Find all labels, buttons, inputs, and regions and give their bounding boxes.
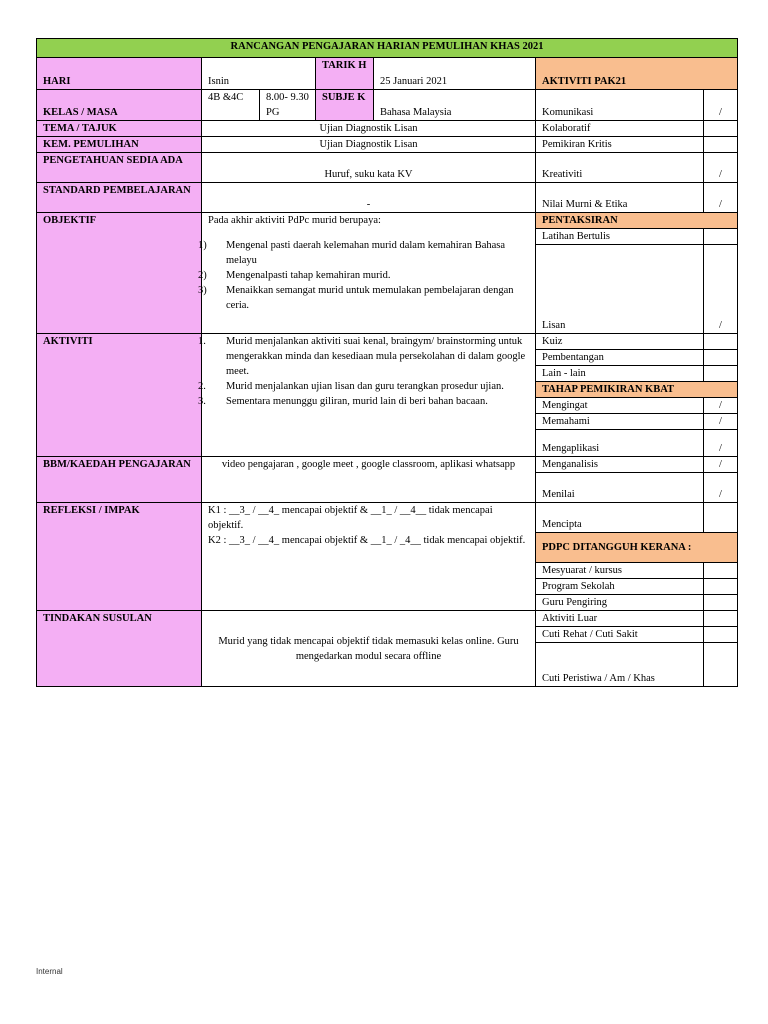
bbm-value: video pengajaran , google meet , google classroom, aplikasi whatsapp	[202, 457, 536, 503]
kbat-item-tick: /	[704, 398, 738, 414]
kelas-label: KELAS / MASA	[37, 90, 202, 121]
kem-label: KEM. PEMULIHAN	[37, 137, 202, 153]
standard-value: -	[202, 183, 536, 213]
pengetahuan-value: Huruf, suku kata KV	[202, 153, 536, 183]
kbat-item-tick: /	[704, 473, 738, 503]
pak21-item-label: Kolaboratif	[536, 121, 704, 137]
bbm-label: BBM/KAEDAH PENGAJARAN	[37, 457, 202, 503]
kem-value: Ujian Diagnostik Lisan	[202, 137, 536, 153]
list-item: 3. Sementara menunggu giliran, murid lain di beri bahan bacaan.	[198, 396, 488, 407]
objektif-intro: Pada akhir aktiviti PdPc murid berupaya:	[208, 215, 381, 226]
kbat-item-label: Mengaplikasi	[536, 430, 704, 457]
kbat-item-tick	[704, 503, 738, 533]
pdpc-item-tick	[704, 595, 738, 611]
pentaksiran-item-label: Kuiz	[536, 334, 704, 350]
kbat-item-tick: /	[704, 457, 738, 473]
kbat-item-label: Mencipta	[536, 503, 704, 533]
pak21-item-tick: /	[704, 153, 738, 183]
pentaksiran-item-tick	[704, 366, 738, 382]
objektif-label: OBJEKTIF	[37, 213, 202, 334]
tarikh-label: TARIK H	[316, 58, 374, 90]
aktiviti-label: AKTIVITI	[37, 334, 202, 457]
pdpc-item-tick	[704, 611, 738, 627]
pdpc-item-label: Program Sekolah	[536, 579, 704, 595]
pentaksiran-item-tick	[704, 350, 738, 366]
aktiviti-list	[198, 334, 529, 409]
pdpc-header: PDPC DITANGGUH KERANA :	[536, 533, 738, 563]
kbat-item-label: Mengingat	[536, 398, 704, 414]
pdpc-item-tick	[704, 579, 738, 595]
tarikh-value: 25 Januari 2021	[374, 58, 536, 90]
tindakan-value: Murid yang tidak mencapai objektif tidak memasuki kelas online. Guru mengedarkan modul secara offline	[202, 611, 536, 687]
refleksi-label: REFLEKSI / IMPAK	[37, 503, 202, 611]
pak21-item-label: Kreativiti	[536, 153, 704, 183]
refleksi-content	[202, 503, 536, 611]
standard-label: STANDARD PEMBELAJARAN	[37, 183, 202, 213]
pdpc-item-label: Mesyuarat / kursus	[536, 563, 704, 579]
subjek-value: Bahasa Malaysia	[374, 90, 536, 121]
pentaksiran-item-label: Pembentangan	[536, 350, 704, 366]
list-item: 2) Mengenalpasti tahap kemahiran murid.	[198, 270, 391, 281]
kelas-value: 4B &4C	[202, 90, 260, 121]
tema-label: TEMA / TAJUK	[37, 121, 202, 137]
pak21-item-label: Pemikiran Kritis	[536, 137, 704, 153]
masa-value: 8.00- 9.30 PG	[260, 90, 316, 121]
pdpc-item-label: Guru Pengiring	[536, 595, 704, 611]
pak21-item-label: Komunikasi	[536, 90, 704, 121]
pdpc-item-label: Aktiviti Luar	[536, 611, 704, 627]
hari-label: HARI	[37, 58, 202, 90]
kbat-item-tick: /	[704, 430, 738, 457]
refleksi-k1: K1 : __3_ / __4_ mencapai objektif & __1_ / __4__ tidak mencapai objektif.	[208, 505, 493, 531]
aktiviti-content	[198, 334, 536, 457]
pak21-item-tick: /	[704, 90, 738, 121]
kbat-item-label: Menganalisis	[536, 457, 704, 473]
tindakan-label: TINDAKAN SUSULAN	[37, 611, 202, 687]
list-item: 1) Mengenal pasti daerah kelemahan murid dalam kemahiran Bahasa melayu	[198, 240, 506, 266]
list-item: 2. Murid menjalankan ujian lisan dan guru terangkan prosedur ujian.	[198, 381, 504, 392]
footer-classification: Internal	[36, 967, 63, 976]
pentaksiran-item-tick	[704, 229, 738, 245]
pentaksiran-item-label: Lain - lain	[536, 366, 704, 382]
pentaksiran-header: PENTAKSIRAN	[536, 213, 738, 229]
objektif-list	[198, 238, 529, 313]
subjek-label: SUBJE K	[316, 90, 374, 121]
pdpc-item-tick	[704, 627, 738, 643]
pentaksiran-item-tick	[704, 334, 738, 350]
pdpc-item-label: Cuti Rehat / Cuti Sakit	[536, 627, 704, 643]
pentaksiran-item-label: Lisan	[536, 245, 704, 334]
tema-value: Ujian Diagnostik Lisan	[202, 121, 536, 137]
kbat-item-label: Menilai	[536, 473, 704, 503]
objektif-content	[198, 213, 536, 334]
kbat-item-label: Memahami	[536, 414, 704, 430]
pdpc-item-label: Cuti Peristiwa / Am / Khas	[536, 643, 704, 687]
pak21-item-tick: /	[704, 183, 738, 213]
pentaksiran-item-tick: /	[704, 245, 738, 334]
hari-value: Isnin	[202, 58, 316, 90]
pdpc-item-tick	[704, 643, 738, 687]
pentaksiran-item-label: Latihan Bertulis	[536, 229, 704, 245]
lesson-plan-table	[36, 38, 738, 687]
pak21-header: AKTIVITI PAK21	[536, 58, 738, 90]
list-item: 1. Murid menjalankan aktiviti suai kenal, braingym/ brainstorming untuk mengerakkan minda dan kesediaan mula persekolahan di dalam google meet.	[198, 336, 526, 377]
document-title: RANCANGAN PENGAJARAN HARIAN PEMULIHAN KHAS 2021	[37, 39, 738, 58]
pdpc-item-tick	[704, 563, 738, 579]
list-item: 3) Menaikkan semangat murid untuk memulakan pembelajaran dengan ceria.	[198, 285, 514, 311]
pak21-item-label: Nilai Murni & Etika	[536, 183, 704, 213]
kbat-header: TAHAP PEMIKIRAN KBAT	[536, 382, 738, 398]
pak21-item-tick	[704, 137, 738, 153]
pak21-item-tick	[704, 121, 738, 137]
pengetahuan-label: PENGETAHUAN SEDIA ADA	[37, 153, 202, 183]
refleksi-k2: K2 : __3_ / __4_ mencapai objektif & __1_ / _4__ tidak mencapai objektif.	[208, 535, 526, 546]
kbat-item-tick: /	[704, 414, 738, 430]
